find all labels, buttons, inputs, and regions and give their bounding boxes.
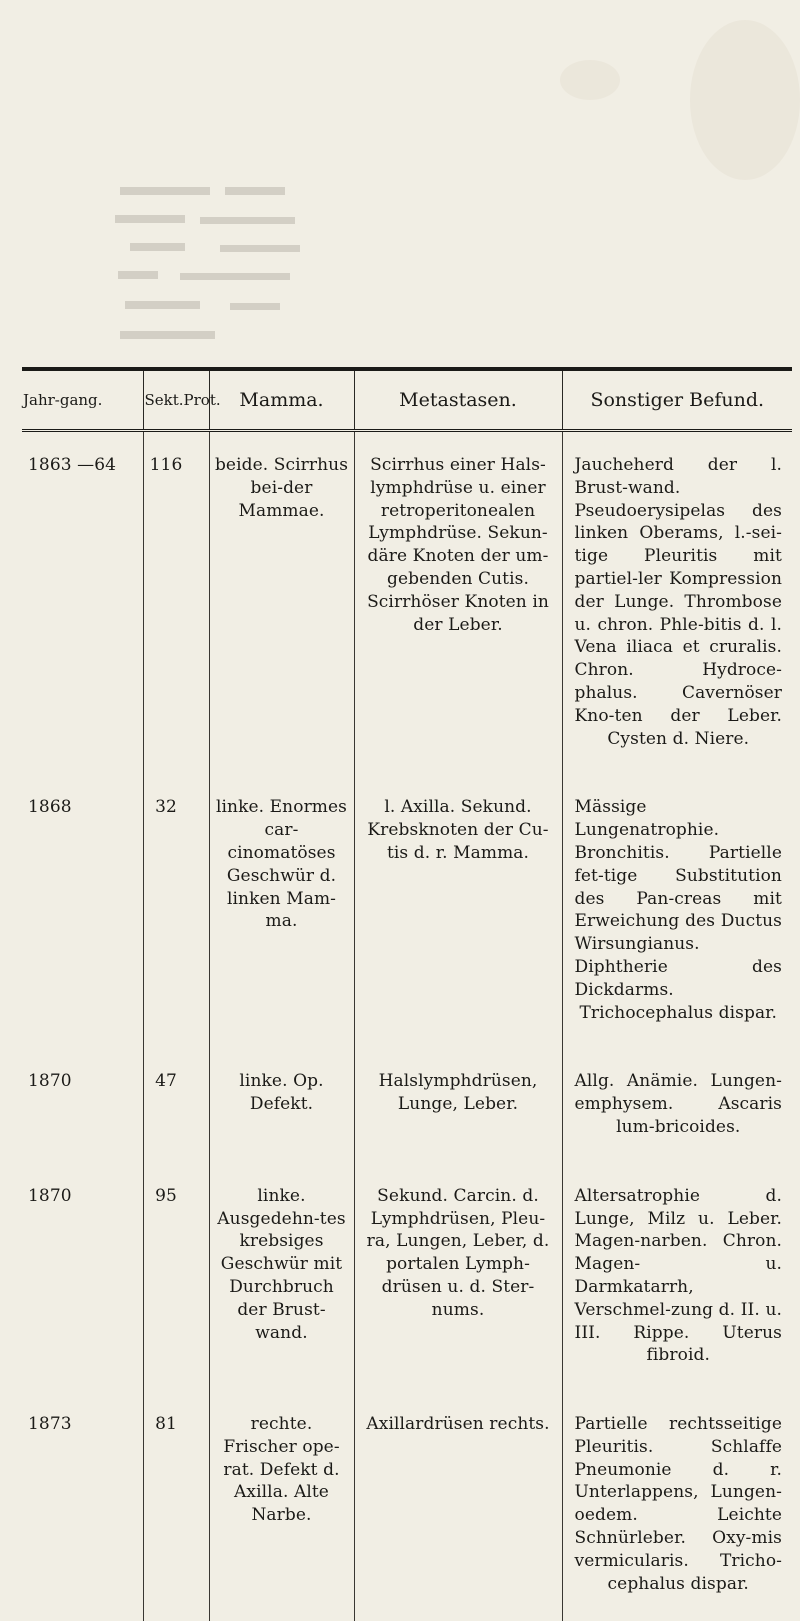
cell-mamma: linke. Op. Defekt. xyxy=(209,1050,354,1164)
cell-sonstiger-befund: Allg. Anämie. Lungen-emphysem. Ascaris lum-bricoides. xyxy=(562,1050,792,1164)
cell-sonstiger-befund: Partielle rechtsseitige Pleuritis. Schlaffe Pneumonie d. r. Unterlappens, Lungen-oedem. Leichte Schnürleber. Oxy-mis vermicularis. Tricho-cephalus dispar. xyxy=(562,1393,792,1621)
table-row xyxy=(22,776,792,1050)
cell-jahrgang: 1870 xyxy=(28,1185,72,1206)
bleed-through-marks xyxy=(100,75,340,375)
header-sekt-prot: Sekt.Prot. xyxy=(143,369,209,431)
paper-stain xyxy=(560,60,620,100)
cell-jahrgang: 1868 xyxy=(28,797,72,818)
header-jahrgang: Jahr-gang. xyxy=(22,369,143,431)
cell-mamma: rechte. Frischer ope-rat. Defekt d. Axilla. Alte Narbe. xyxy=(209,1393,354,1621)
table-row xyxy=(22,431,792,777)
autopsy-records-table xyxy=(22,367,792,1621)
cell-metastasen: Sekund. Carcin. d. Lymphdrüsen, Pleu-ra, Lungen, Leber, d. portalen Lymph-drüsen u. d. Ster-nums. xyxy=(354,1165,562,1393)
cell-jahrgang: 1873 xyxy=(28,1414,72,1435)
cell-metastasen: Halslymphdrüsen, Lunge, Leber. xyxy=(354,1050,562,1164)
table-row xyxy=(22,1050,792,1164)
cell-sonstiger-befund: Altersatrophie d. Lunge, Milz u. Leber. Magen-narben. Chron. Magen- u. Darmkatarrh, Verschmel-zung d. II. u. III. Rippe. Uterus fibroid. xyxy=(562,1165,792,1393)
table-header-row xyxy=(22,369,792,431)
cell-sekt-prot: 47 xyxy=(143,1050,209,1164)
cell-sekt-prot: 95 xyxy=(143,1165,209,1393)
cell-sonstiger-befund: Mässige Lungenatrophie. Bronchitis. Partielle fet-tige Substitution des Pan-creas mit Erweichung des Ductus Wirsungianus. Diphtherie des Dickdarms. Trichocephalus dispar. xyxy=(562,776,792,1050)
cell-mamma: linke. Ausgedehn-tes krebsiges Geschwür mit Durchbruch der Brust-wand. xyxy=(209,1165,354,1393)
paper-stain xyxy=(690,20,800,180)
header-metastasen: Metastasen. xyxy=(354,369,562,431)
cell-mamma: beide. Scirrhus bei-der Mammae. xyxy=(209,431,354,777)
cell-metastasen: Axillardrüsen rechts. xyxy=(354,1393,562,1621)
cell-jahrgang: 1870 xyxy=(28,1071,72,1092)
cell-sekt-prot: 32 xyxy=(143,776,209,1050)
header-sonstiger-befund: Sonstiger Befund. xyxy=(562,369,792,431)
table-row xyxy=(22,1393,792,1621)
cell-sekt-prot: 116 xyxy=(143,431,209,777)
cell-metastasen: Scirrhus einer Hals-lymphdrüse u. einer retroperitonealen Lymphdrüse. Sekun-däre Knoten der um-gebenden Cutis. Scirrhöser Knoten in der Leber. xyxy=(354,431,562,777)
table-row xyxy=(22,1165,792,1393)
cell-metastasen: l. Axilla. Sekund. Krebsknoten der Cu-tis d. r. Mamma. xyxy=(354,776,562,1050)
cell-sekt-prot: 81 xyxy=(143,1393,209,1621)
cell-sonstiger-befund: Jaucheherd der l. Brust-wand. Pseudoerysipelas des linken Oberams, l.-sei-tige Pleuritis mit partiel-ler Kompression der Lunge. Thrombose u. chron. Phle-bitis d. l. Vena iliaca et cruralis. Chron. Hydroce-phalus. Cavernöser Kno-ten der Leber. Cysten d. Niere. xyxy=(562,431,792,777)
cell-jahrgang: 1863 —64 xyxy=(28,455,117,475)
header-mamma: Mamma. xyxy=(209,369,354,431)
cell-mamma: linke. Enormes car-cinomatöses Geschwür d. linken Mam-ma. xyxy=(209,776,354,1050)
